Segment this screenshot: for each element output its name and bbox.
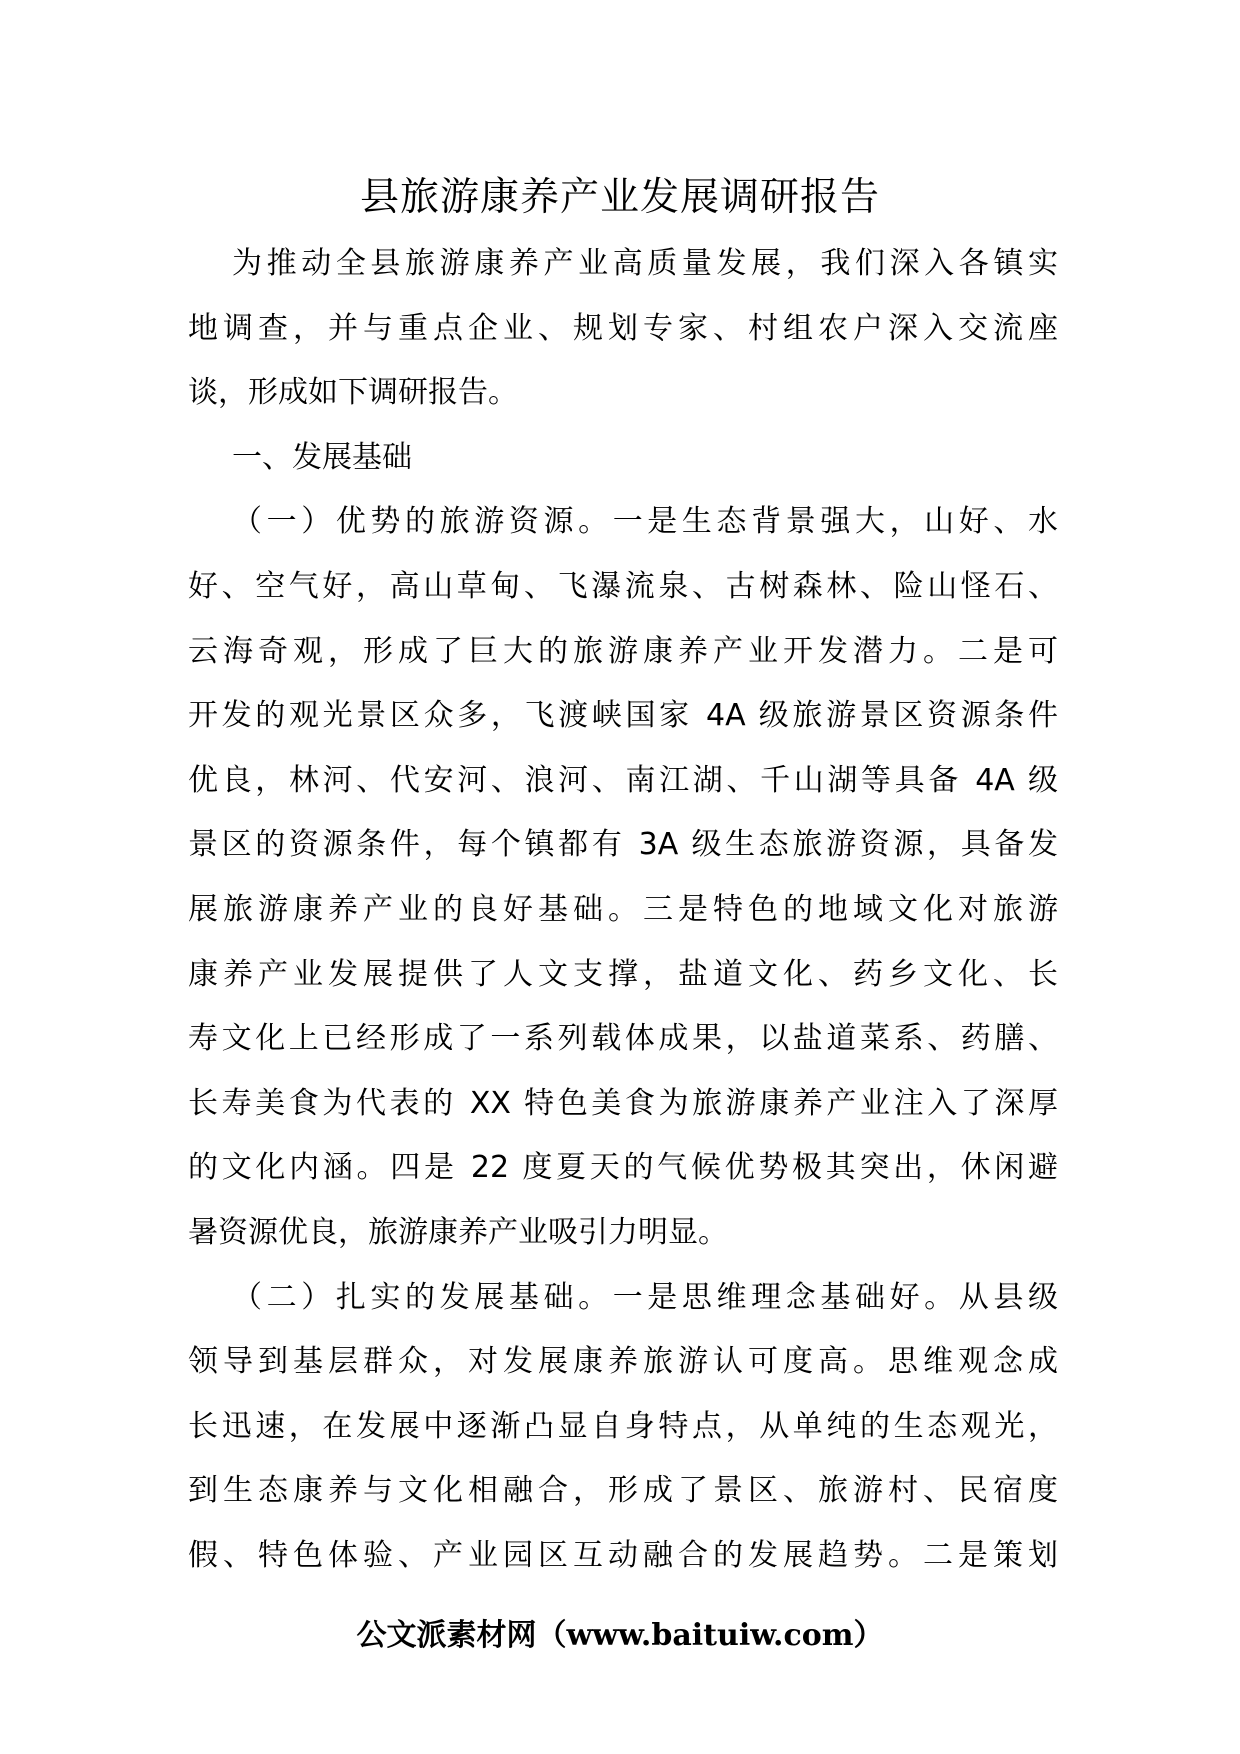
text-line: 地调查，并与重点企业、规划专家、村组农户深入交流座 — [188, 310, 1058, 346]
section-heading: 一、发展基础 — [232, 439, 412, 475]
text-line: 展旅游康养产业的良好基础。三是特色的地域文化对旅游 — [188, 891, 1058, 927]
text-line: 谈，形成如下调研报告。 — [188, 375, 518, 411]
text-line: 优良，林河、代安河、浪河、南江湖、千山湖等具备 4A 级 — [188, 762, 1058, 798]
text-line: 暑资源优良，旅游康养产业吸引力明显。 — [188, 1214, 728, 1250]
text-line: 康养产业发展提供了人文支撑，盐道文化、药乡文化、长 — [188, 956, 1058, 992]
document-body — [188, 232, 1058, 1588]
text-line: 寿文化上已经形成了一系列载体成果，以盐道菜系、药膳、 — [188, 1021, 1058, 1057]
document-title: 县旅游康养产业发展调研报告 — [359, 175, 880, 220]
text-line: 的文化内涵。四是 22 度夏天的气候优势极其突出，休闲避 — [188, 1150, 1058, 1186]
text-line: 云海奇观，形成了巨大的旅游康养产业开发潜力。二是可 — [188, 633, 1058, 669]
text-line: 长迅速，在发展中逐渐凸显自身特点，从单纯的生态观光， — [188, 1408, 1058, 1444]
text-line: 领导到基层群众，对发展康养旅游认可度高。思维观念成 — [188, 1344, 1058, 1380]
text-line: 开发的观光景区众多，飞渡峡国家 4A 级旅游景区资源条件 — [188, 698, 1058, 734]
text-line: 到生态康养与文化相融合，形成了景区、旅游村、民宿度 — [188, 1473, 1058, 1509]
text-line: （一）优势的旅游资源。一是生态背景强大，山好、水 — [232, 504, 1058, 540]
footer-watermark: 公文派素材网（www.baituiw.com） — [356, 1618, 884, 1653]
text-line: 为推动全县旅游康养产业高质量发展，我们深入各镇实 — [232, 246, 1058, 281]
text-line: 好、空气好，高山草甸、飞瀑流泉、古树森林、险山怪石、 — [188, 568, 1058, 604]
text-line: 景区的资源条件，每个镇都有 3A 级生态旅游资源，具备发 — [188, 827, 1058, 863]
text-line: （二）扎实的发展基础。一是思维理念基础好。从县级 — [232, 1279, 1058, 1315]
text-line: 长寿美食为代表的 XX 特色美食为旅游康养产业注入了深厚 — [188, 1085, 1058, 1121]
text-line: 假、特色体验、产业园区互动融合的发展趋势。二是策划 — [188, 1537, 1058, 1573]
